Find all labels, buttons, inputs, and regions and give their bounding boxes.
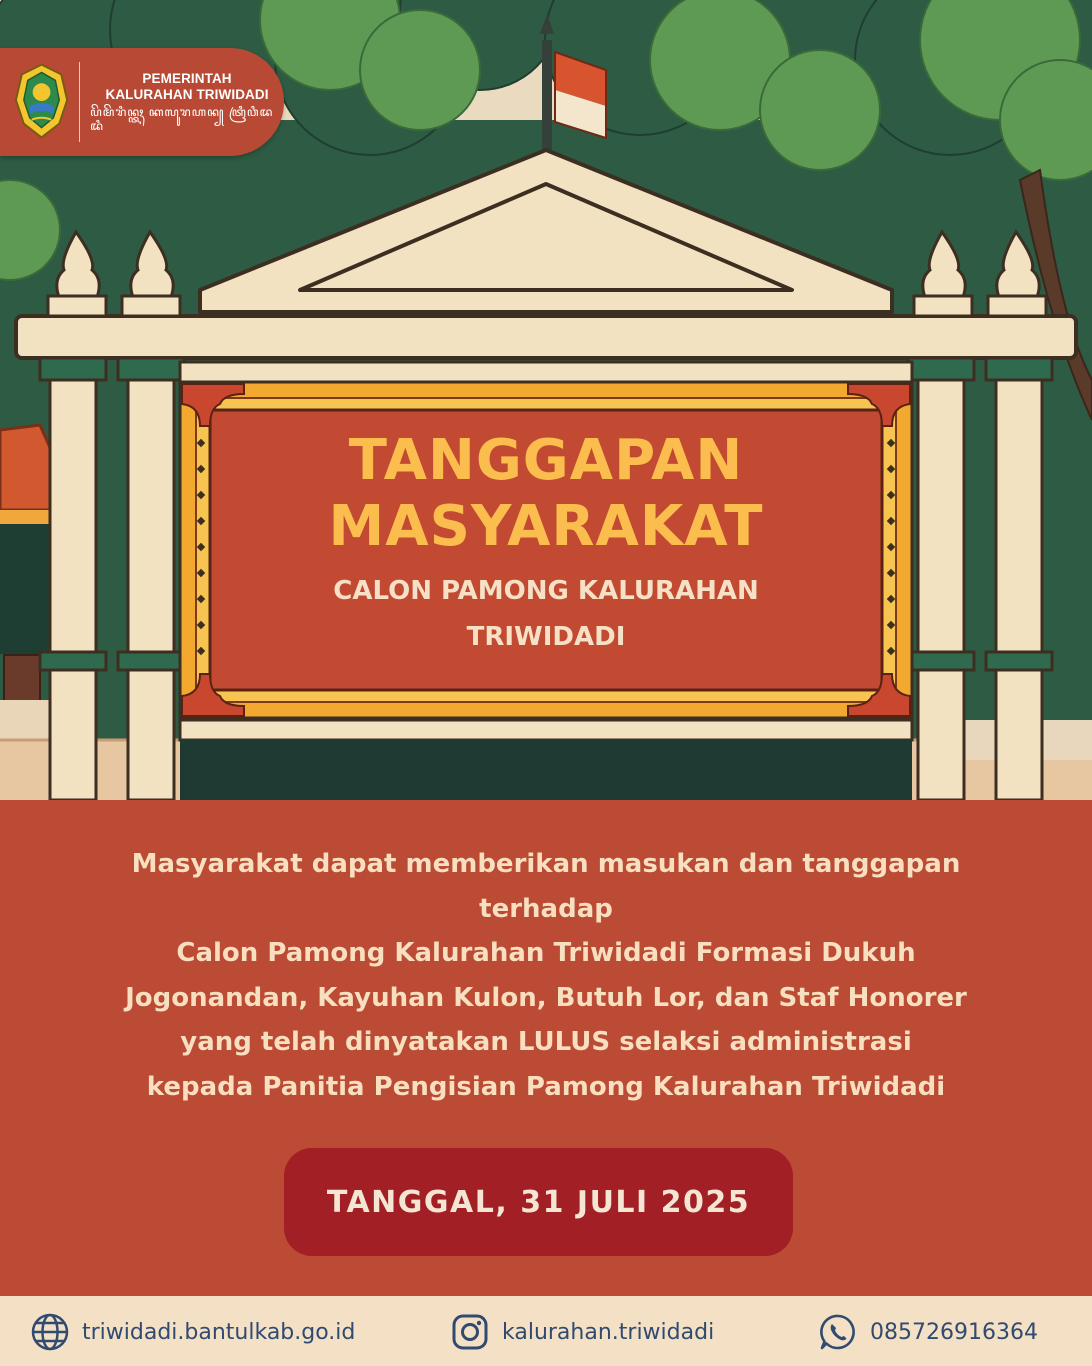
phone-link[interactable] <box>818 1312 1038 1352</box>
sign-subtitle-line-1: CALON PAMONG KALURAHAN <box>333 576 759 606</box>
whatsapp-icon <box>818 1312 858 1352</box>
website-text: triwidadi.bantulkab.go.id <box>82 1319 356 1345</box>
header-badge <box>0 48 284 156</box>
description-line: Masyarakat dapat memberikan masukan dan tanggapan <box>131 849 961 879</box>
sign-subtitle-line-2: TRIWIDADI <box>466 622 626 652</box>
instagram-text: kalurahan.triwidadi <box>502 1319 715 1345</box>
instagram-icon <box>450 1312 490 1352</box>
date-badge <box>284 1148 793 1256</box>
sign-title <box>210 428 882 560</box>
website-link[interactable] <box>30 1312 355 1352</box>
description-line: Jogonandan, Kayuhan Kulon, Butuh Lor, dan Staf Honorer <box>125 982 967 1013</box>
header-text <box>90 71 284 133</box>
sign-text <box>210 428 882 660</box>
description-line: terhadap <box>479 893 613 924</box>
description-line: kepada Panitia Pengisian Pamong Kalurahan Triwidadi <box>146 1071 946 1102</box>
sign-subtitle <box>210 568 882 660</box>
instagram-link[interactable] <box>450 1312 714 1352</box>
footer <box>0 1298 1092 1366</box>
description-line: yang telah dinyatakan LULUS selaksi administrasi <box>180 1027 912 1057</box>
sign-title-line-1: TANGGAPAN <box>348 428 744 493</box>
sign-title-line-2: MASYARAKAT <box>328 494 764 559</box>
globe-icon <box>30 1312 70 1352</box>
phone-text: 085726916364 <box>870 1319 1038 1345</box>
date-label: TANGGAL, 31 JULI 2025 <box>326 1184 751 1220</box>
description <box>60 842 1032 1109</box>
description-line: Calon Pamong Kalurahan Triwidadi Formasi Dukuh <box>176 938 916 968</box>
kalurahan-emblem-icon <box>12 60 71 144</box>
header-line-1: PEMERINTAH <box>142 70 232 86</box>
header-line-2: KALURAHAN TRIWIDADI <box>105 86 269 102</box>
header-divider <box>79 62 80 142</box>
header-javanese-script: ꦥꦼꦩꦼꦫꦶꦤ꧀ꦠꦃ ꦏꦭꦸꦫꦲꦤ꧀ ꦠꦿꦶꦮꦶꦢꦢꦶ <box>90 104 274 133</box>
